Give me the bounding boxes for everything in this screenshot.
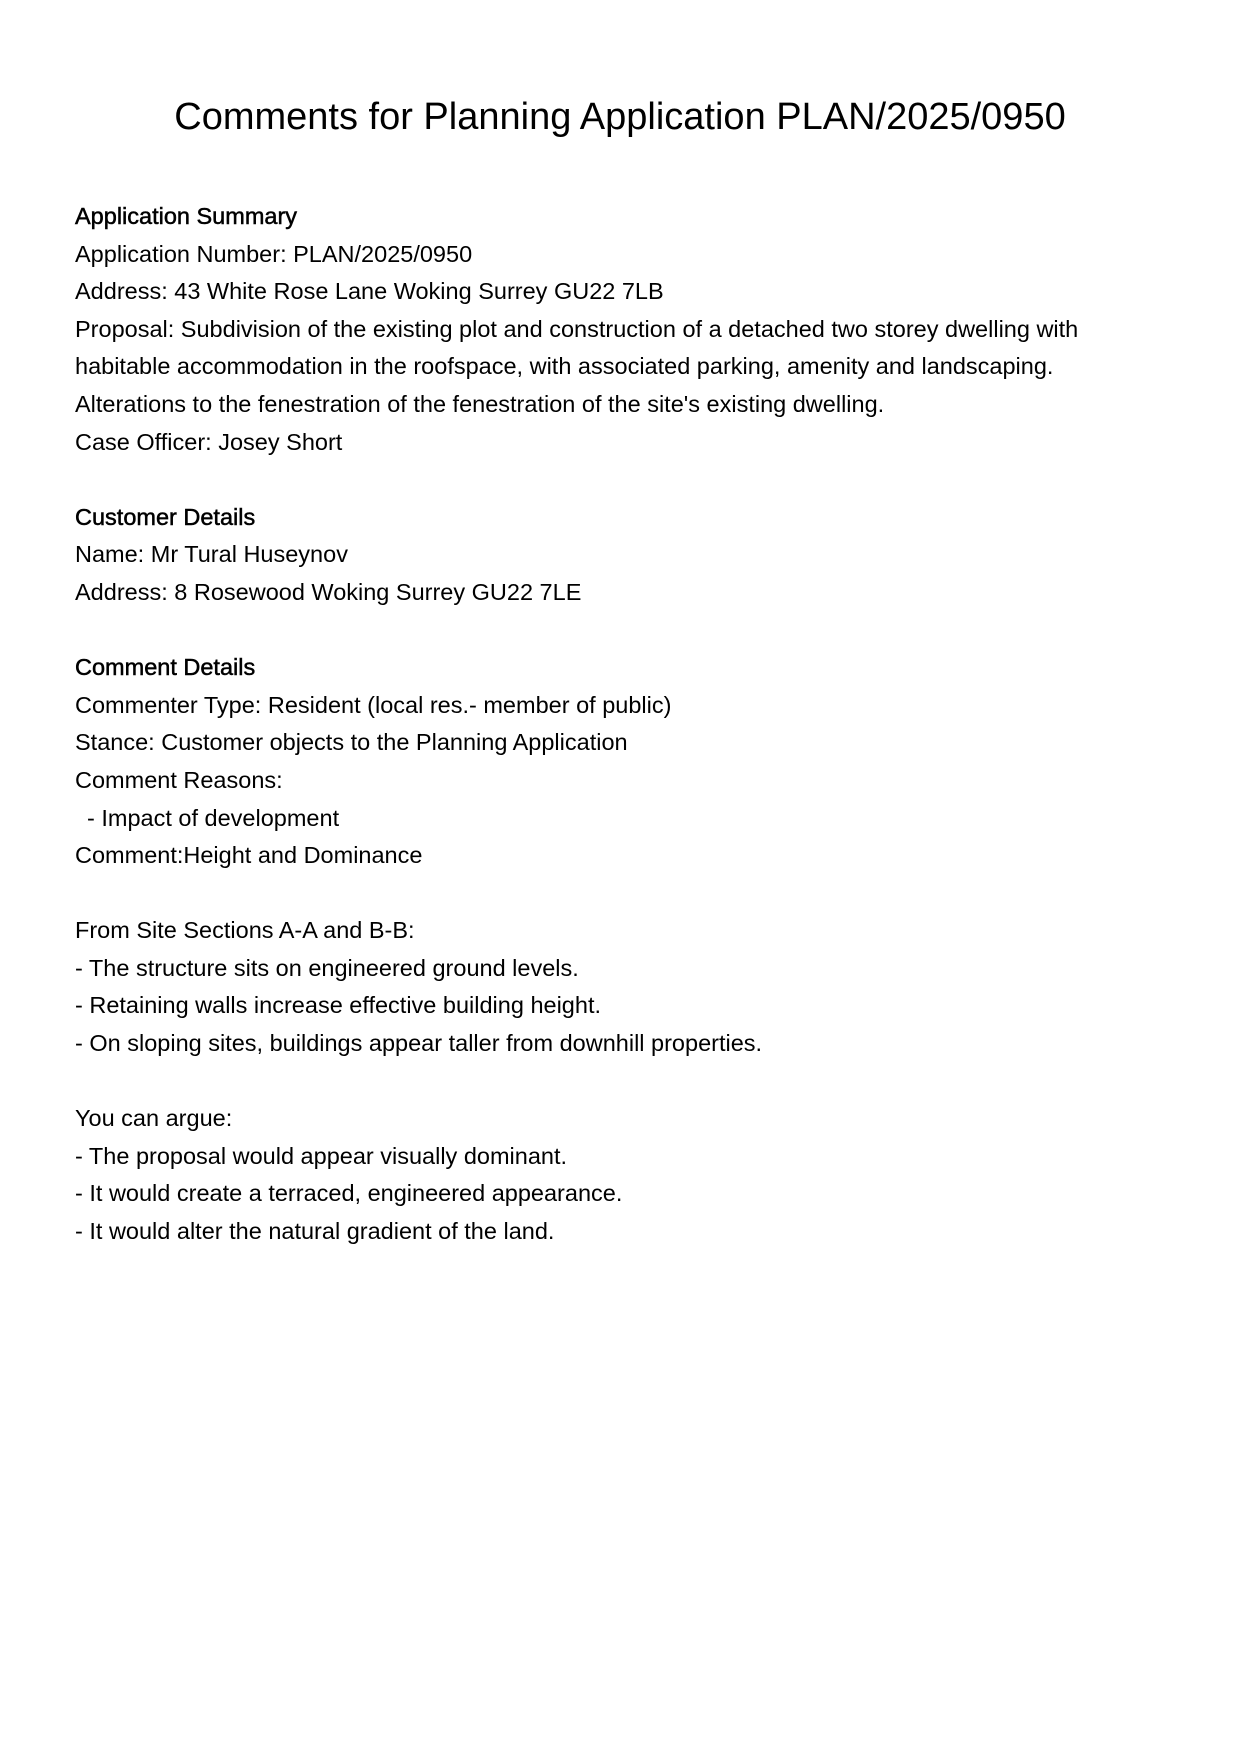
application-summary-section — [75, 198, 1175, 461]
argue-point: - It would create a terraced, engineered appearance. — [75, 1180, 623, 1207]
argue-point: - It would alter the natural gradient of the land. — [75, 1218, 555, 1245]
spacer — [75, 875, 1175, 913]
customer-details-heading: Customer Details — [75, 503, 256, 530]
site-sections-intro: From Site Sections A-A and B-B: — [75, 917, 415, 944]
application-number: Application Number: PLAN/2025/0950 — [75, 240, 473, 267]
comment-details-heading: Comment Details — [75, 654, 256, 681]
application-summary-heading: Application Summary — [75, 203, 298, 229]
stance: Stance: Customer objects to the Planning Application — [75, 729, 628, 756]
proposal-line-2: habitable accommodation in the roofspace, with associated parking, amenity and landscaping. — [75, 353, 1054, 380]
spacer — [75, 612, 1175, 650]
comment-details-section — [75, 649, 1175, 1251]
page-title: Comments for Planning Application PLAN/2025/0950 — [174, 96, 1066, 138]
document-body — [75, 198, 1175, 1251]
argue-point: - The proposal would appear visually dominant. — [75, 1142, 568, 1169]
spacer — [75, 1063, 1175, 1101]
proposal-line-1: Proposal: Subdivision of the existing plot and construction of a detached two storey dwelling with — [75, 315, 1079, 342]
commenter-type: Commenter Type: Resident (local res.- member of public) — [75, 691, 672, 718]
comment-reasons-label: Comment Reasons: — [75, 766, 283, 793]
site-sections-point: - On sloping sites, buildings appear taller from downhill properties. — [75, 1030, 763, 1057]
customer-name: Name: Mr Tural Huseynov — [75, 541, 348, 568]
application-address: Address: 43 White Rose Lane Woking Surrey GU22 7LB — [75, 278, 664, 305]
comment-reason-item: - Impact of development — [87, 804, 340, 831]
argue-intro: You can argue: — [75, 1105, 233, 1132]
proposal-line-3: Alterations to the fenestration of the fenestration of the site's existing dwelling. — [75, 390, 885, 417]
comment-text-first-line: Comment:Height and Dominance — [75, 842, 423, 869]
customer-address: Address: 8 Rosewood Woking Surrey GU22 7LE — [75, 578, 582, 605]
site-sections-point: - Retaining walls increase effective building height. — [75, 992, 602, 1019]
site-sections-point: - The structure sits on engineered ground levels. — [75, 954, 579, 981]
customer-details-section — [75, 499, 1175, 612]
spacer — [75, 461, 1175, 499]
case-officer: Case Officer: Josey Short — [75, 428, 343, 455]
